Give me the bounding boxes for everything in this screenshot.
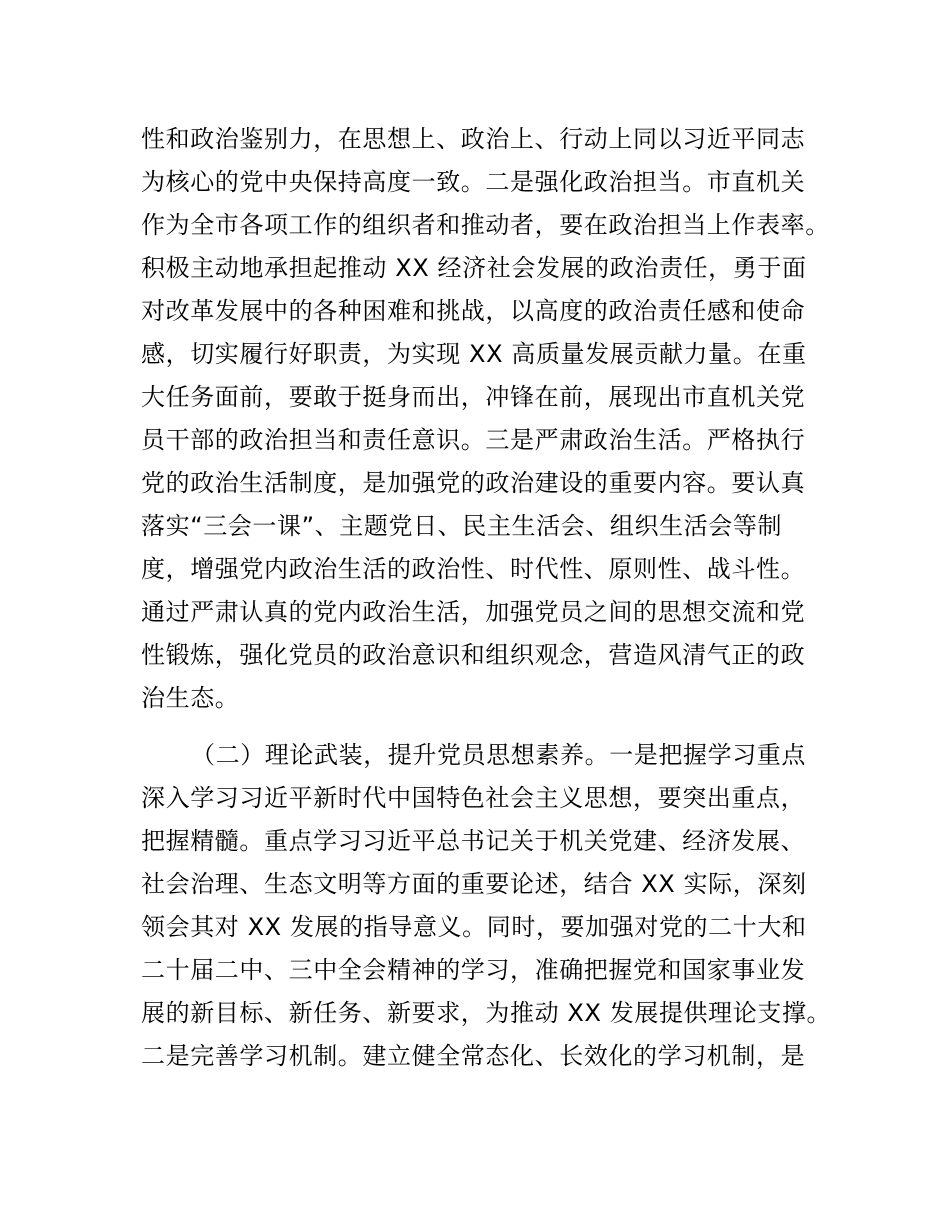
paragraph-1-line-8: 员干部的政治担当和责任意识。三是严肃政治生活。严格执行 [141,426,806,454]
paragraph-1-line-5: 对改革发展中的各种困难和挑战，以高度的政治责任感和使命 [141,297,806,325]
paragraph-1-line-10: 落实“三会一课”、主题党日、民主生活会、组织生活会等制 [141,512,783,540]
paragraph-1-line-3: 作为全市各项工作的组织者和推动者，要在政治担当上作表率。 [141,211,830,239]
paragraph-1-line-1: 性和政治鉴别力，在思想上、政治上、行动上同以习近平同志 [141,125,806,153]
paragraph-1-line-6: 感，切实履行好职责，为实现 XX 高质量发展贡献力量。在重 [141,340,807,368]
paragraph-1-line-7: 大任务面前，要敢于挺身而出，冲锋在前，展现出市直机关党 [141,383,806,411]
paragraph-2-line-2: 深入学习习近平新时代中国特色社会主义思想，要突出重点， [141,784,806,812]
paragraph-1-line-12: 通过严肃认真的党内政治生活，加强党员之间的思想交流和党 [141,598,806,626]
paragraph-2-line-1: （二）理论武装，提升党员思想素养。一是把握学习重点 [191,741,806,769]
paragraph-2-line-5: 领会其对 XX 发展的指导意义。同时，要加强对党的二十大和 [141,913,807,941]
paragraph-1-line-13: 性锻炼，强化党员的政治意识和组织观念，营造风清气正的政 [141,641,806,669]
paragraph-2-line-7: 展的新目标、新任务、新要求，为推动 XX 发展提供理论支撑。 [141,999,832,1027]
paragraph-1-line-2: 为核心的党中央保持高度一致。二是强化政治担当。市直机关 [141,168,806,196]
paragraph-1-line-4: 积极主动地承担起推动 XX 经济社会发展的政治责任，勇于面 [141,254,807,282]
paragraph-2-line-3: 把握精髓。重点学习习近平总书记关于机关党建、经济发展、 [141,827,806,855]
paragraph-2-line-6: 二十届二中、三中全会精神的学习，准确把握党和国家事业发 [141,956,806,984]
paragraph-2-line-8: 二是完善学习机制。建立健全常态化、长效化的学习机制，是 [141,1042,806,1070]
paragraph-2-line-4: 社会治理、生态文明等方面的重要论述，结合 XX 实际，深刻 [141,870,807,898]
paragraph-1-line-11: 度，增强党内政治生活的政治性、时代性、原则性、战斗性。 [141,555,806,583]
paragraph-1-line-9: 党的政治生活制度，是加强党的政治建设的重要内容。要认真 [141,469,806,497]
paragraph-1-line-14: 治生态。 [141,684,240,712]
